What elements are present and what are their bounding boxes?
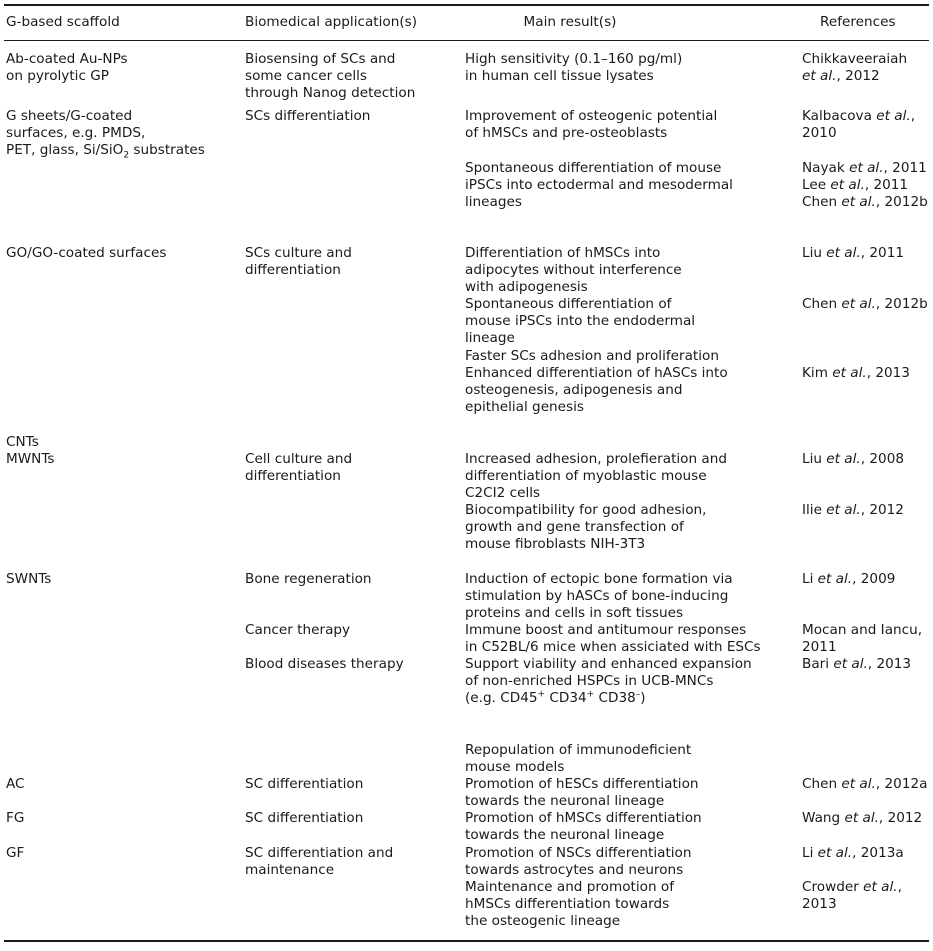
cell-reference: Ilie et al., 2012 — [802, 502, 904, 518]
cell-application: SC differentiation and maintenance — [245, 845, 394, 878]
cell-result: Promotion of hMSCs differentiation towards the neuronal lineage — [465, 810, 702, 843]
cell-result: Induction of ectopic bone formation via stimulation by hASCs of bone-inducing proteins and cells in soft tissues — [465, 571, 733, 621]
cell-application: Blood diseases therapy — [245, 656, 404, 672]
cell-reference: Liu et al., 2011 — [802, 245, 904, 261]
cell-result: Spontaneous differentiation of mouse iPSCs into the endodermal lineage — [465, 296, 696, 346]
cell-result: Faster SCs adhesion and proliferation — [465, 348, 719, 364]
header-references: References — [820, 14, 896, 30]
cell-result: Maintenance and promotion of hMSCs differentiation towards the osteogenic lineage — [465, 879, 675, 929]
cell-application: SC differentiation — [245, 776, 364, 792]
cell-result: Spontaneous differentiation of mouse iPSCs into ectodermal and mesodermal lineages — [465, 160, 733, 210]
cell-scaffold: SWNTs — [6, 571, 52, 587]
cell-scaffold: GO/GO-coated surfaces — [6, 245, 167, 261]
header-scaffold: G-based scaffold — [6, 14, 120, 30]
header-main-results: Main result(s) — [523, 14, 617, 30]
cell-reference: Bari et al., 2013 — [802, 656, 912, 672]
cell-reference: Liu et al., 2008 — [802, 451, 904, 467]
cell-result: Increased adhesion, prolefieration and differentiation of myoblastic mouse C2CI2 cells — [465, 451, 728, 501]
cell-result: Differentiation of hMSCs into adipocytes without interference with adipogenesis — [465, 245, 682, 295]
cell-reference: Kalbacova et al., 2010 — [802, 108, 916, 141]
cell-result: High sensitivity (0.1–160 pg/ml) in human cell tissue lysates — [465, 51, 683, 84]
cell-reference: Nayak et al., 2011 Lee et al., 2011 Chen et al., 2012b — [802, 160, 928, 210]
cell-result: Support viability and enhanced expansion of non-enriched HSPCs in UCB-MNCs (e.g. CD45+ CD34+ CD38–) — [465, 656, 752, 706]
cell-scaffold: Ab-coated Au-NPs on pyrolytic GP — [6, 51, 128, 84]
cell-result: Biocompatibility for good adhesion, growth and gene transfection of mouse fibroblasts NIH-3T3 — [465, 502, 707, 552]
cell-reference: Li et al., 2013a — [802, 845, 904, 861]
cell-result: Immune boost and antitumour responses in C52BL/6 mice when assiciated with ESCs — [465, 622, 761, 655]
cell-reference: Li et al., 2009 — [802, 571, 896, 587]
table-top-rule — [4, 4, 929, 6]
cell-result: Enhanced differentiation of hASCs into osteogenesis, adipogenesis and epithelial genesis — [465, 365, 728, 415]
cell-result: Promotion of NSCs differentiation towards astrocytes and neurons — [465, 845, 692, 878]
cell-reference: Wang et al., 2012 — [802, 810, 923, 826]
cell-reference: Kim et al., 2013 — [802, 365, 910, 381]
cell-reference: Crowder et al., 2013 — [802, 879, 902, 912]
cell-scaffold: FG — [6, 810, 25, 826]
cell-result: Improvement of osteogenic potential of hMSCs and pre-osteoblasts — [465, 108, 718, 141]
cell-scaffold: G sheets/G-coated surfaces, e.g. PMDS, PET, glass, Si/SiO$_2$ substrates — [6, 108, 205, 161]
cell-scaffold: AC — [6, 776, 25, 792]
cell-application: SCs differentiation — [245, 108, 371, 124]
cell-scaffold: GF — [6, 845, 25, 861]
table-header-rule — [4, 40, 929, 41]
cell-reference: Mocan and Iancu, 2011 — [802, 622, 923, 655]
cell-reference: Chen et al., 2012b — [802, 296, 928, 312]
cell-application: Biosensing of SCs and some cancer cells through Nanog detection — [245, 51, 416, 101]
cell-reference: Chikkaveeraiah et al., 2012 — [802, 51, 908, 84]
cell-result: Promotion of hESCs differentiation towards the neuronal lineage — [465, 776, 699, 809]
cell-application: SCs culture and differentiation — [245, 245, 352, 278]
table-bottom-rule — [4, 940, 929, 942]
cell-scaffold: CNTs MWNTs — [6, 434, 55, 467]
cell-application: SC differentiation — [245, 810, 364, 826]
cell-application: Cancer therapy — [245, 622, 351, 638]
cell-result: Repopulation of immunodeficient mouse models — [465, 742, 692, 775]
cell-reference: Chen et al., 2012a — [802, 776, 928, 792]
header-application: Biomedical application(s) — [245, 14, 418, 30]
cell-application: Bone regeneration — [245, 571, 372, 587]
cell-application: Cell culture and differentiation — [245, 451, 353, 484]
